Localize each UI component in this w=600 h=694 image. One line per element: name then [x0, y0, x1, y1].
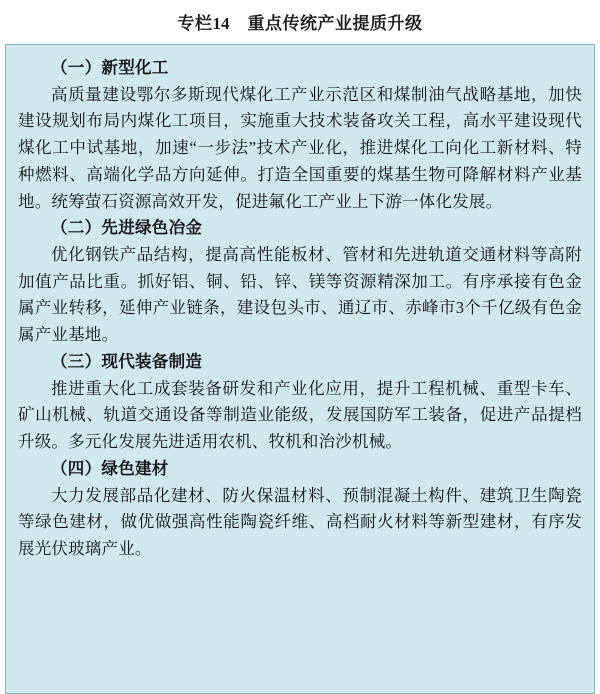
- section-heading-2: （二）先进绿色冶金: [51, 218, 203, 238]
- section-heading-3: （三）现代装备制造: [51, 351, 203, 371]
- box-body: [5, 44, 595, 694]
- section-paragraph-2: 优化钢铁产品结构，提高高性能板材、管材和先进轨道交通材料等高附加值产品比重。抓好铝、铜、铅、锌、镁等资源精深加工。有序承接有色金属产业转移，延伸产业链条，建设包头市、通辽市、赤峰市3个千亿级有色金属产业基地。: [18, 245, 582, 345]
- box-label: 专栏: [177, 14, 213, 33]
- box-number: 14: [212, 14, 230, 33]
- section-heading-4: （四）绿色建材: [51, 458, 169, 478]
- section-heading-1: （一）新型化工: [51, 58, 169, 77]
- box-title-text: 重点传统产业提质升级: [247, 14, 423, 33]
- box-title: [0, 0, 600, 44]
- section-paragraph-3: 推进重大化工成套装备研发和产业化应用，提升工程机械、重型卡车、矿山机械、轨道交通设备等制造业能级，发展国防军工装备，促进产品提档升级。多元化发展先进适用农机、牧机和治沙机械。: [18, 378, 582, 452]
- section-paragraph-1: 高质量建设鄂尔多斯现代煤化工产业示范区和煤制油气战略基地，加快建设规划布局内煤化工项目，实施重大技术装备攻关工程，高水平建设现代煤化工中试基地，加速“一步法”技术产业化，推进煤化工向化工新材料、特种燃料、高端化学品方向延伸。打造全国重要的煤基生物可降解材料产业基地。统筹萤石资源高效开发，促进氟化工产业上下游一体化发展。: [18, 84, 582, 211]
- section-paragraph-4: 大力发展部品化建材、防火保温材料、预制混凝土构件、建筑卫生陶瓷等绿色建材，做优做强高性能陶瓷纤维、高档耐火材料等新型建材，有序发展光伏玻璃产业。: [18, 485, 582, 558]
